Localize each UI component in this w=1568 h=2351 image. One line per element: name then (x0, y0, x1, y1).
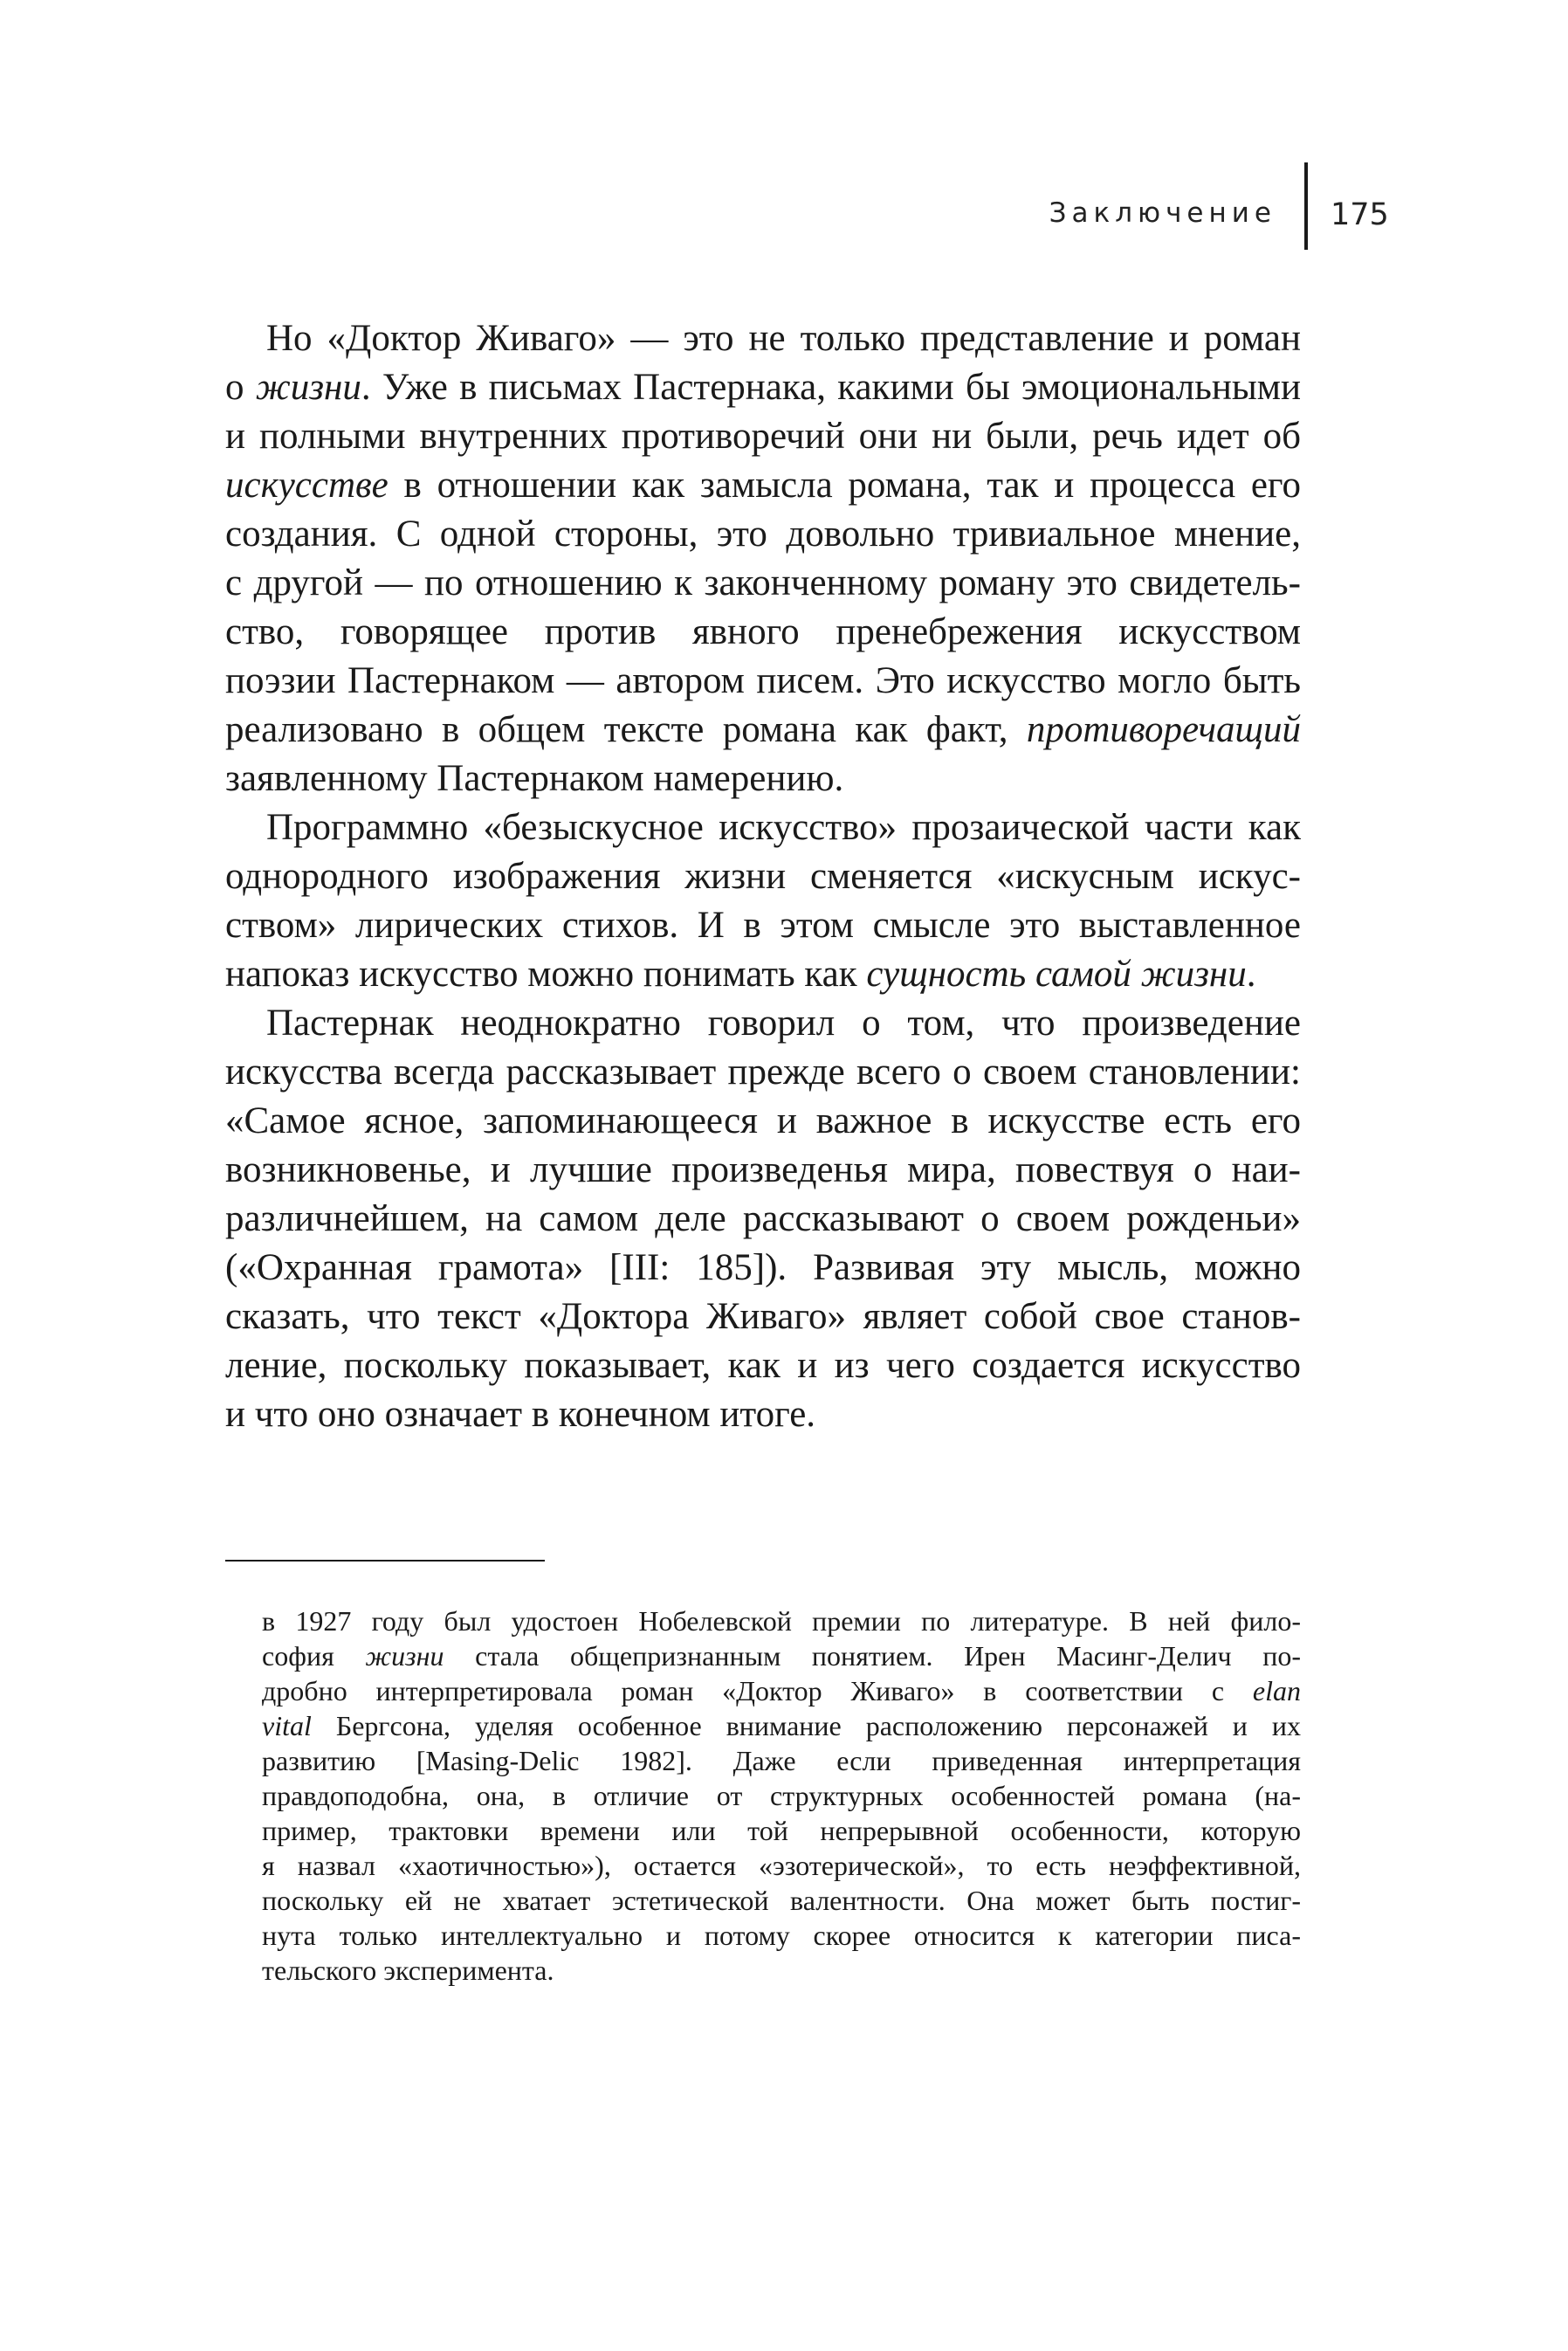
main-text (225, 314, 1301, 1439)
text-line: искусстве в отношении как замысла романа, так и процесса его (225, 465, 1301, 506)
text-line: «Самое ясное, запоминающееся и важное в искусстве есть его (225, 1100, 1301, 1141)
footnote-line: в 1927 году был удостоен Нобелевской премии по литературе. В ней фило- (262, 1605, 1301, 1637)
text-line: поэзии Пастернаком — автором писем. Это искусство могло быть (225, 660, 1301, 701)
text-line: («Охранная грамота» [III: 185]). Развивая эту мысль, можно (225, 1247, 1301, 1288)
footnote-line: поскольку ей не хватает эстетической валентности. Она может быть постиг- (262, 1885, 1301, 1916)
footnote-line: я назвал «хаотичностью»), остается «эзотерической», то есть неэффективной, (262, 1850, 1301, 1881)
text-line: однородного изображения жизни сменяется «искусным искус- (225, 856, 1301, 897)
text-line: реализовано в общем тексте романа как факт, противоречащий (225, 709, 1301, 750)
italic-emphasis: противоречащий (1026, 709, 1301, 750)
text-line: с другой — по отношению к законченному роману это свидетель- (225, 562, 1301, 603)
running-header (0, 0, 1568, 262)
text-line: и полными внутренних противоречий они ни были, речь идет об (225, 416, 1301, 457)
footnote-line: правдоподобна, она, в отличие от структурных особенностей романа (на- (262, 1780, 1301, 1811)
text-line: Программно «безыскусное искусство» прозаической части как (266, 807, 1301, 848)
text-line: создания. С одной стороны, это довольно тривиальное мнение, (225, 514, 1301, 555)
text-line: ление, поскольку показывает, как и из чего создается искусство (225, 1345, 1301, 1386)
header-vertical-rule (1304, 162, 1308, 250)
footnote-line: тельского эксперимента. (262, 1955, 554, 1986)
footnote-line: нута только интеллектуально и потому скорее относится к категории писа- (262, 1920, 1301, 1951)
footnote (262, 1603, 1301, 1988)
footnote-line: vital Бергсона, уделяя особенное внимание расположению персонажей и их (262, 1710, 1301, 1741)
footnote-line: дробно интерпретировала роман «Доктор Живаго» в соответствии с elan (262, 1675, 1301, 1706)
text-line: напоказ искусство можно понимать как сущность самой жизни. (225, 954, 1256, 995)
italic-emphasis: жизни (255, 367, 361, 408)
paragraph-3 (225, 999, 1301, 1439)
text-line: возникновенье, и лучшие произведенья мира, повествуя о наи- (225, 1149, 1301, 1190)
text-line: ством» лирических стихов. И в этом смысле это выставленное (225, 905, 1301, 946)
italic-emphasis: elan (1252, 1675, 1301, 1706)
text-line: о жизни. Уже в письмах Пастернака, какими бы эмоциональными (225, 367, 1301, 408)
footnote-line: развитию [Masing-Delic 1982]. Даже если приведенная интерпретация (262, 1745, 1301, 1776)
page-number: 175 (1331, 197, 1389, 232)
text-line: Пастернак неоднократно говорил о том, что произведение (266, 1003, 1301, 1044)
footnote-line: софия жизни стала общепризнанным понятием. Ирен Масинг-Делич по- (262, 1640, 1301, 1672)
footnote-separator (225, 1560, 545, 1562)
text-line: заявленному Пастернаком намерению. (225, 758, 844, 799)
text-line: Но «Доктор Живаго» — это не только представление и роман (266, 318, 1301, 359)
text-line: различнейшем, на самом деле рассказывают о своем рожденьи» (225, 1198, 1301, 1239)
paragraph-2 (225, 803, 1301, 999)
text-line: ство, говорящее против явного пренебрежения искусством (225, 611, 1301, 652)
footnote-line: пример, трактовки времени или той непрерывной особенности, которую (262, 1815, 1301, 1846)
italic-emphasis: искусстве (225, 465, 389, 506)
text-line: сказать, что текст «Доктора Живаго» являет собой свое станов- (225, 1296, 1301, 1337)
text-line: искусства всегда рассказывает прежде всего о своем становлении: (225, 1051, 1301, 1093)
paragraph-1 (225, 314, 1301, 803)
italic-emphasis: vital (262, 1710, 312, 1741)
italic-emphasis: сущность самой жизни (866, 954, 1247, 995)
running-header-section-title: Заключение (1049, 197, 1276, 229)
italic-emphasis: жизни (365, 1640, 444, 1672)
text-line: и что оно означает в конечном итоге. (225, 1394, 816, 1435)
